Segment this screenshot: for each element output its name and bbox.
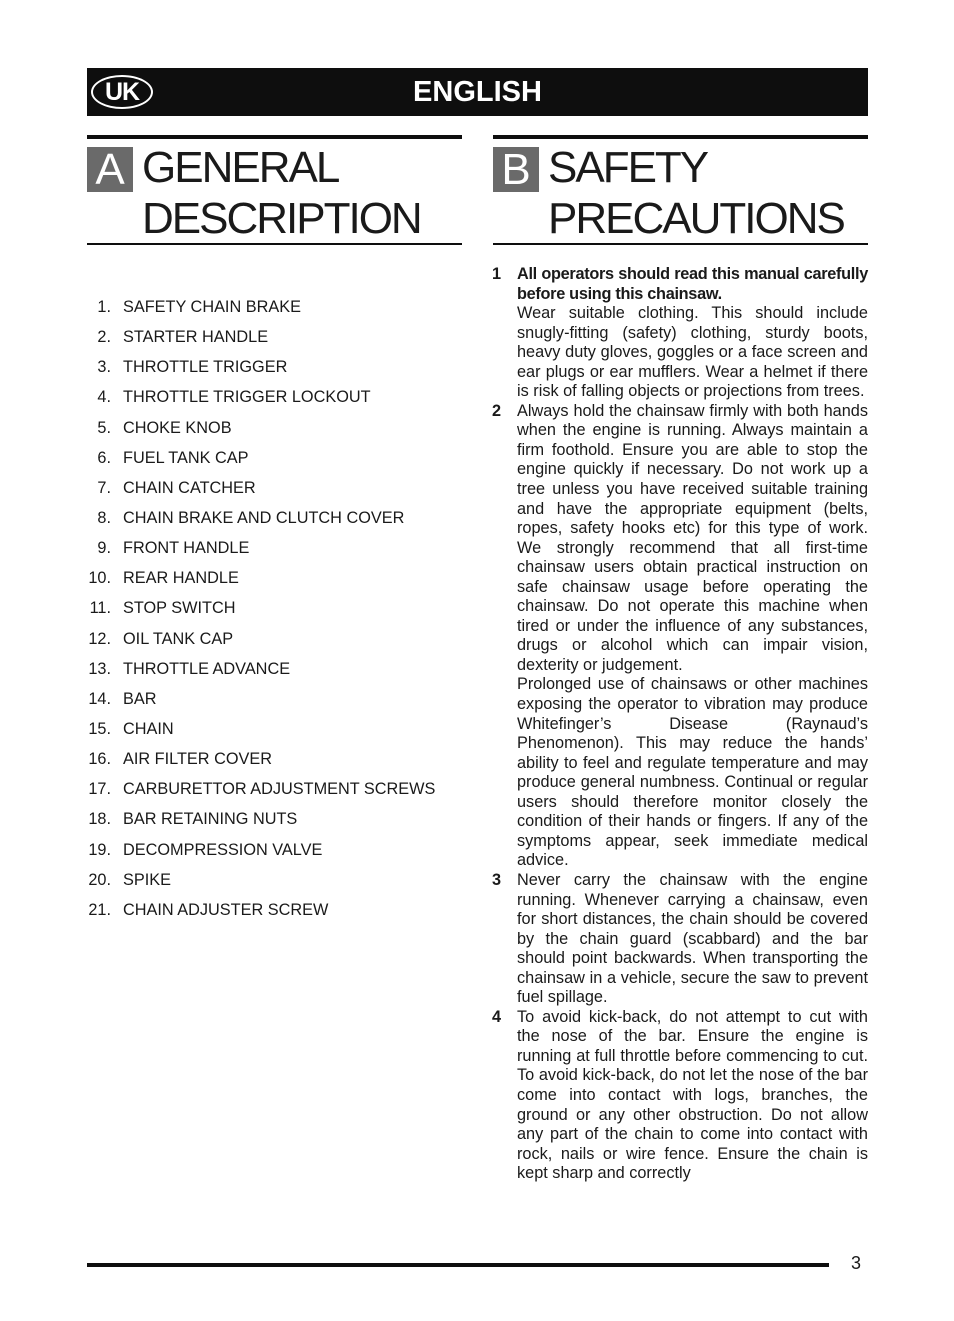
part-name: THROTTLE TRIGGER LOCKOUT xyxy=(123,388,371,407)
parts-list-item xyxy=(87,473,457,503)
part-number: 18. xyxy=(88,810,111,829)
part-name: CHAIN ADJUSTER SCREW xyxy=(123,900,329,919)
precaution-lead: All operators should read this manual carefully before using this chainsaw. xyxy=(517,265,868,303)
part-name: AIR FILTER COVER xyxy=(123,750,272,769)
part-name: BAR RETAINING NUTS xyxy=(123,810,298,829)
part-number: 16. xyxy=(88,750,111,769)
footer-rule xyxy=(87,1263,829,1267)
parts-list-item xyxy=(87,684,457,714)
parts-list-item xyxy=(87,443,457,473)
part-name: CHOKE KNOB xyxy=(123,418,232,437)
precaution-number: 2 xyxy=(492,401,502,420)
parts-list-item xyxy=(87,322,457,352)
part-number: 1. xyxy=(97,298,111,316)
parts-list-item xyxy=(87,714,457,744)
parts-list-item xyxy=(87,624,457,654)
parts-list-item xyxy=(87,774,457,804)
part-name: BAR xyxy=(123,689,157,708)
part-number: 11. xyxy=(89,599,111,618)
parts-list-item xyxy=(87,835,457,865)
section-b-heading xyxy=(493,135,868,245)
section-a-title-line2: DESCRIPTION xyxy=(142,194,421,243)
part-number: 9. xyxy=(97,539,111,558)
precaution-paragraph: Never carry the chainsaw with the engine running. Whenever carrying a chainsaw, even for short distances, the chain should be covered by the chain guard (scabbard) and the bar should point backwards. When transporting the chainsaw in a vehicle, secure the saw to prevent fuel spillage. xyxy=(517,870,868,1007)
section-a-title-line1: GENERAL xyxy=(142,143,339,192)
part-name: SAFETY CHAIN BRAKE xyxy=(123,298,301,316)
part-number: 4. xyxy=(97,388,111,407)
part-name: THROTTLE TRIGGER xyxy=(123,358,288,377)
page-number: 3 xyxy=(851,1253,862,1273)
language-title: ENGLISH xyxy=(413,76,542,108)
parts-list-item xyxy=(87,503,457,533)
section-b-title-line1: SAFETY xyxy=(548,143,708,192)
part-name: CHAIN xyxy=(123,719,174,738)
precaution-item xyxy=(492,1008,868,1184)
part-number: 3. xyxy=(97,358,111,377)
part-name: THROTTLE ADVANCE xyxy=(123,659,291,678)
parts-list xyxy=(87,292,457,925)
section-a-title xyxy=(142,142,421,244)
section-b-title xyxy=(548,142,844,244)
part-name: DECOMPRESSION VALVE xyxy=(123,840,323,859)
part-number: 14. xyxy=(88,689,111,708)
parts-list-item xyxy=(87,382,457,412)
part-number: 20. xyxy=(88,870,111,889)
part-name: REAR HANDLE xyxy=(123,569,239,588)
part-number: 6. xyxy=(97,448,111,467)
part-number: 13. xyxy=(88,659,111,678)
part-name: STARTER HANDLE xyxy=(123,328,269,347)
section-a-heading xyxy=(87,135,462,245)
part-name: STOP SWITCH xyxy=(123,599,236,618)
part-number: 8. xyxy=(97,508,111,527)
uk-country-badge: UK xyxy=(91,75,153,109)
part-number: 12. xyxy=(88,629,111,648)
part-name: SPIKE xyxy=(123,870,171,889)
part-name: FRONT HANDLE xyxy=(123,539,250,558)
part-name: CHAIN BRAKE AND CLUTCH COVER xyxy=(123,508,405,527)
part-number: 2. xyxy=(97,328,111,347)
part-number: 10. xyxy=(88,569,111,588)
precaution-paragraph: To avoid kick-back, do not attempt to cut with the nose of the bar. Ensure the engine is running at full throttle before commencing to cut. To avoid kick-back, do not let the nose of the bar come into contact with logs, branches, the ground or any other obstruction. Do not allow any part of the chain to come into contact with rock, nails or wire fence. Ensure the chain is kept sharp and correctly xyxy=(517,1007,868,1183)
part-number: 5. xyxy=(97,418,111,437)
safety-precautions-list xyxy=(492,265,868,1184)
language-header-bar xyxy=(87,68,868,116)
parts-list-item xyxy=(87,865,457,895)
section-a-letter: A xyxy=(87,147,133,192)
part-name: FUEL TANK CAP xyxy=(123,448,249,467)
parts-list-item xyxy=(87,563,457,593)
precaution-item xyxy=(492,265,868,402)
part-name: OIL TANK CAP xyxy=(123,629,234,648)
part-name: CARBURETTOR ADJUSTMENT SCREWS xyxy=(123,780,436,799)
precaution-item xyxy=(492,402,868,871)
precaution-number: 1 xyxy=(492,265,502,283)
part-name: CHAIN CATCHER xyxy=(123,478,256,497)
section-b-letter: B xyxy=(493,147,539,192)
part-number: 17. xyxy=(88,780,111,799)
precaution-number: 4 xyxy=(492,1007,502,1026)
parts-list-item xyxy=(87,804,457,834)
precaution-paragraph: Wear suitable clothing. This should include snugly-fitting (safety) clothing, sturdy boots, heavy duty gloves, goggles or a face screen and ear plugs or ear mufflers. Wear a helmet if there is risk of falling objects or projections from trees. xyxy=(517,304,868,401)
part-number: 7. xyxy=(97,478,111,497)
precaution-paragraph: Always hold the chainsaw firmly with both hands when the engine is running. Always maintain a firm foothold. Ensure you are able to stop the engine quickly if necessary. Do not work up a tree unless you have received suitable training and have the appropriate equipment (belts, ropes, safety hooks etc) for this type of work. We strongly recommend that all first-time chainsaw users obtain practical instruction on safe chainsaw usage before operating the chainsaw. Do not operate this machine when tired or under the influence of any substances, drugs or alcohol which can impair vision, dexterity or judgement. xyxy=(517,401,868,674)
parts-list-item xyxy=(87,292,457,322)
parts-list-item xyxy=(87,744,457,774)
parts-list-item xyxy=(87,413,457,443)
parts-list-item xyxy=(87,593,457,623)
parts-list-item xyxy=(87,895,457,925)
part-number: 15. xyxy=(88,719,111,738)
parts-list-item xyxy=(87,533,457,563)
precaution-number: 3 xyxy=(492,870,502,889)
part-number: 19. xyxy=(88,840,111,859)
part-number: 21. xyxy=(88,900,111,919)
parts-list-item xyxy=(87,654,457,684)
precaution-item xyxy=(492,871,868,1008)
parts-list-item xyxy=(87,352,457,382)
section-b-title-line2: PRECAUTIONS xyxy=(548,194,844,243)
precaution-paragraph: Prolonged use of chainsaws or other machines exposing the operator to vibration may produce Whitefinger’s Disease (Raynaud’s Phenomenon). This may reduce the hands’ ability to feel and regulate temperature and may produce general numbness. Continual or regular users should therefore monitor closely the condition of their hands or fingers. If any of the symptoms appear, seek immediate medical advice. xyxy=(517,675,868,870)
